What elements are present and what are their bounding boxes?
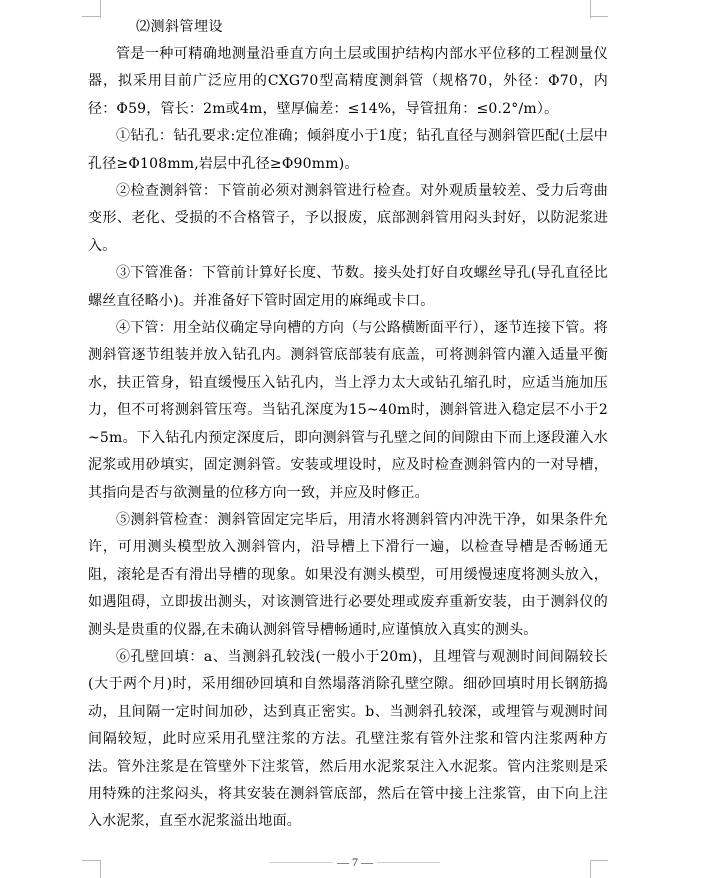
- page-number: — 7 —: [333, 855, 377, 869]
- paragraph-intro: 管是一种可精确地测量沿垂直方向土层或围护结构内部水平位移的工程测量仪器，拟采用目前广泛应用的CXG70型高精度测斜管（规格70，外径：Φ70，内径：Φ59，管长：2m或4m，壁厚偏差：≤14%，导管扭角：≤0.2°/m）。: [88, 46, 608, 117]
- paragraph-preparation: ③下管准备：下管前计算好长度、节数。接头处打好自攻螺丝导孔(导孔直径比螺丝直径略小)。并准备好下管时固定用的麻绳或卡口。: [88, 265, 608, 309]
- paragraph-inspect-pipe: ②检查测斜管：下管前必须对测斜管进行检查。对外观质量较差、受力后弯曲变形、老化、受损的不合格管子，予以报废，底部测斜管用闷头封好，以防泥浆进入。: [88, 183, 608, 254]
- paragraph-pipe-check: ⑤测斜管检查：测斜管固定完毕后，用清水将测斜管内冲洗干净，如果条件允许，可用测头模型放入测斜管内，沿导槽上下滑行一遍，以检查导槽是否畅通无阻，滚轮是否有滑出导槽的现象。如果没有测头模型，可用缓慢速度将测头放入，如遇阻碍，立即拔出测头，对该测管进行必要处理或废弃重新安装，由于测斜仪的测头是贵重的仪器,在未确认测斜管导槽畅通时,应谨慎放入真实的测头。: [88, 511, 608, 638]
- document-body: [88, 16, 608, 836]
- page-number-container: [0, 854, 710, 870]
- paragraph-lowering-pipe: ④下管：用全站仪确定导向槽的方向（与公路横断面平行），逐节连接下管。将测斜管逐节组装并放入钻孔内。测斜管底部装有底盖，可将测斜管内灌入适量平衡水，扶正管身，铅直缓慢压入钻孔内，当上浮力太大或钻孔缩孔时，应适当施加压力，但不可将测斜管压弯。当钻孔深度为15~40m时，测斜管进入稳定层不小于2~5m。下入钻孔内预定深度后，即向测斜管与孔壁之间的间隙由下而上逐段灌入水泥浆或用砂填实，固定测斜管。安装或埋设时，应及时检查测斜管内的一对导槽，其指向是否与欲测量的位移方向一致，并应及时修正。: [88, 320, 608, 501]
- section-heading: ⑵测斜管埋设: [136, 19, 223, 35]
- paragraph-drilling: ①钻孔：钻孔要求:定位准确；倾斜度小于1度；钻孔直径与测斜管匹配(土层中孔径≥Φ108mm,岩层中孔径≥Φ90mm)。: [88, 128, 608, 172]
- paragraph-backfill: ⑥孔壁回填：a、当测斜孔较浅(一般小于20m)，且埋管与观测时间间隔较长(大于两个月)时，采用细砂回填和自然塌落消除孔壁空隙。细砂回填时用长钢筋捣动，且间隔一定时间加砂，达到真正密实。b、当测斜孔较深，或埋管与观测时间间隔较短，此时应采用孔壁注浆的方法。孔壁注浆有管外注浆和管内注浆两种方法。管外注浆是在管壁外下注浆管，然后用水泥浆泵注入水泥浆。管内注浆则是采用特殊的注浆闷头，将其安装在测斜管底部，然后在管中接上注浆管，由下向上注入水泥浆，直至水泥浆溢出地面。: [88, 648, 608, 830]
